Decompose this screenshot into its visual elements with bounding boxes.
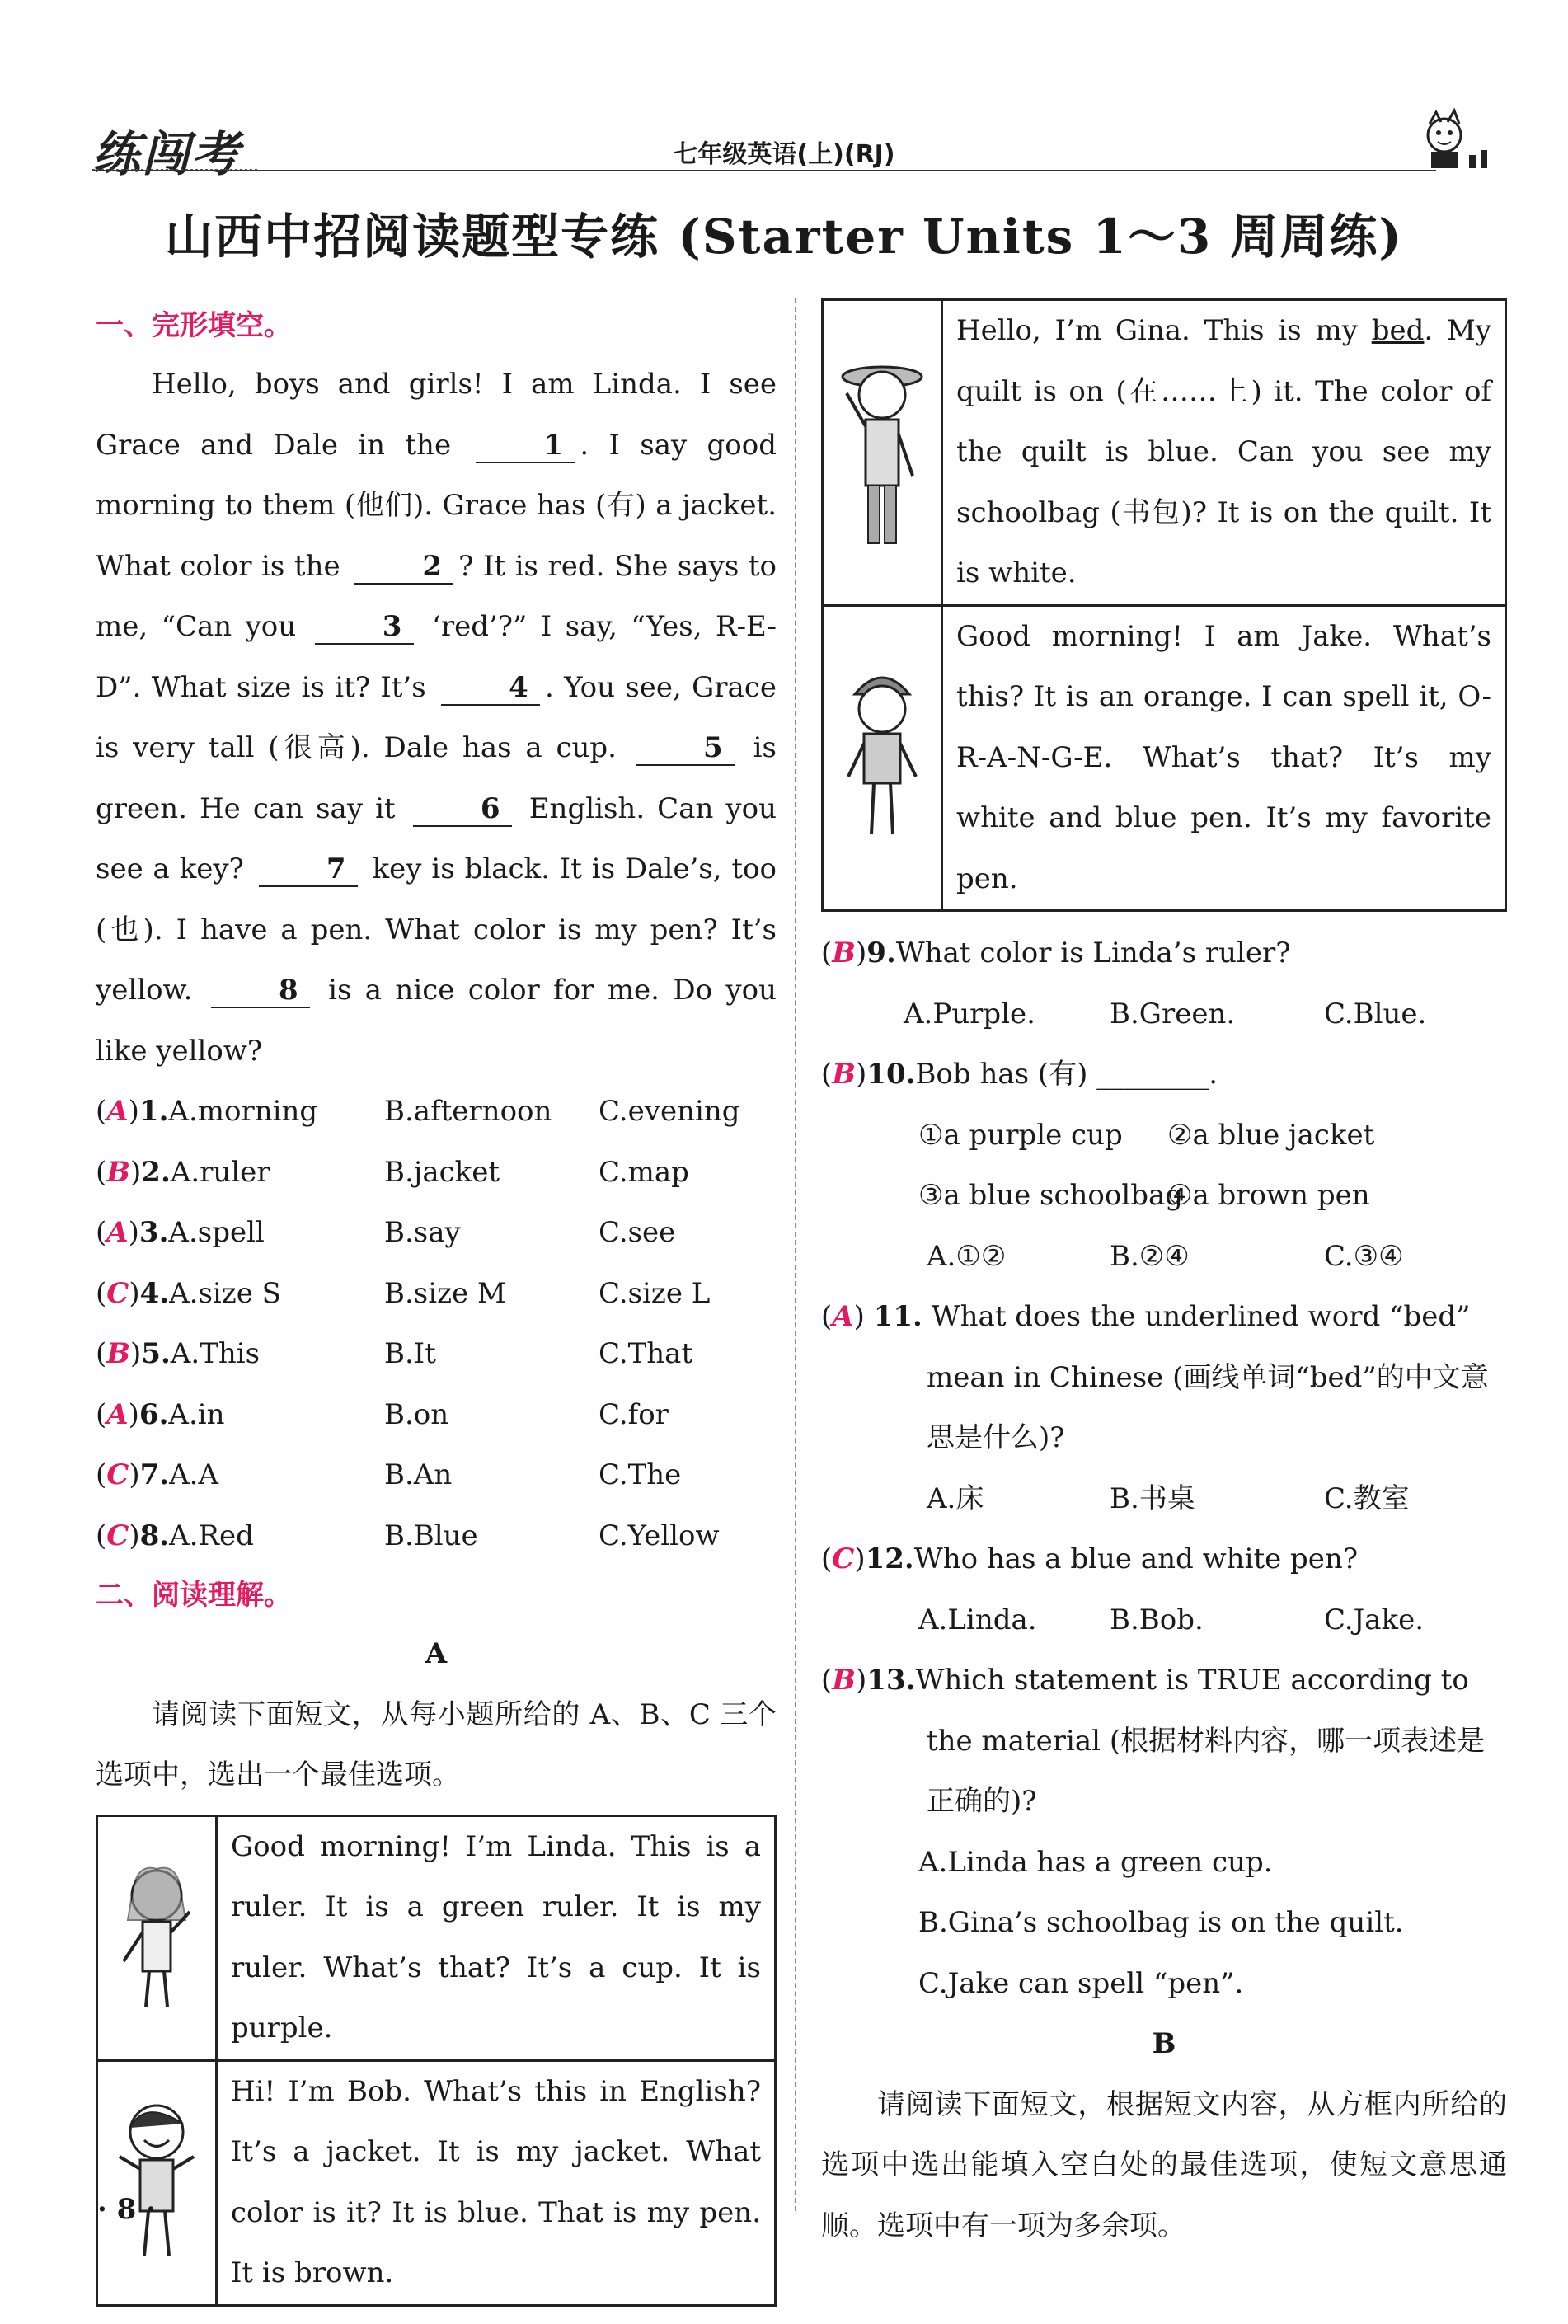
- header-rule: [92, 170, 1436, 171]
- question-12-options: [821, 1590, 1507, 1651]
- linda-text: Good morning! I’m Linda. This is a ruler. It is a green ruler. It is my ruler. What’s that? It’s a cup. It is purple.: [217, 1815, 776, 2060]
- cloze-question: (C)7.A.A B.An C.The: [96, 1445, 777, 1506]
- cloze-question: (A)1.A.morning B.afternoon C.evening: [96, 1082, 777, 1143]
- option-a[interactable]: A.床: [927, 1481, 984, 1515]
- option-a[interactable]: A.Linda has a green cup.: [918, 1845, 1273, 1879]
- item-4: ④a brown pen: [1167, 1179, 1370, 1212]
- item-2: ②a blue jacket: [1167, 1118, 1375, 1152]
- cloze-question: (C)4.A.size S B.size M C.size L: [96, 1264, 777, 1325]
- answer: C: [106, 1458, 129, 1491]
- column-divider: [795, 298, 796, 2211]
- option-c[interactable]: C.evening: [599, 1095, 740, 1128]
- part-b-instruction: 请阅读下面短文，根据短文内容，从方框内所给的选项中选出能填入空白处的最佳选项，使短文意思通顺。选项中有一项为多余项。: [821, 2087, 1507, 2242]
- question-10: (B)10.Bob has (有) ________.: [821, 1058, 1218, 1091]
- option-a[interactable]: A.①②: [927, 1239, 1007, 1273]
- blank-8[interactable]: 8: [211, 974, 310, 1008]
- gina-text-pre: Hello, I’m Gina. This is my: [956, 314, 1372, 347]
- blank-7[interactable]: 7: [259, 852, 358, 887]
- option-c[interactable]: C.教室: [1324, 1481, 1410, 1515]
- answer: A: [106, 1216, 129, 1249]
- section2-heading: 二、阅读理解。: [96, 1579, 292, 1612]
- option-a[interactable]: A.A: [169, 1458, 219, 1491]
- option-b[interactable]: B.Green.: [1110, 997, 1236, 1031]
- bob-text: Hi! I’m Bob. What’s this in English? It’s a jacket. It is my jacket. What color is it? It is blue. That is my pen. It is brown.: [217, 2060, 776, 2305]
- question-10-items-row1: [821, 1106, 1507, 1167]
- cloze-question: (A)6.A.in B.on C.for: [96, 1385, 777, 1446]
- passage-text: ‘red’?” I say, “Yes, R-E-D”. What size is it? It’s: [96, 610, 777, 704]
- blank-4[interactable]: 4: [441, 671, 540, 706]
- option-c[interactable]: C.The: [599, 1458, 682, 1491]
- question-number: 1.: [138, 1095, 169, 1128]
- passage-text: is green. He can say it: [96, 731, 777, 825]
- option-a[interactable]: A.spell: [168, 1216, 265, 1249]
- gina-text: [942, 300, 1506, 606]
- qnum-9: 9.: [866, 937, 896, 970]
- question-number: 4.: [139, 1276, 170, 1310]
- gina-picture: [823, 300, 942, 606]
- right-column: [821, 298, 1507, 2256]
- part-b-label: B: [1152, 2027, 1176, 2060]
- answer: B: [106, 1337, 131, 1370]
- cloze-question-list: [96, 1082, 777, 1566]
- question-9: (B)9.What color is Linda’s ruler?: [821, 937, 1291, 970]
- section1-heading: 一、完形填空。: [96, 309, 292, 342]
- option-c[interactable]: C.see: [599, 1216, 676, 1249]
- question-13: (B)13.Which statement is TRUE according to the material (根据材料内容，哪一项表述是正确的)?: [821, 1664, 1486, 1818]
- question-13-text: Which statement is TRUE according to the material (根据材料内容，哪一项表述是正确的)?: [915, 1664, 1486, 1818]
- option-a[interactable]: A.morning: [168, 1095, 318, 1128]
- jake-picture: [823, 605, 942, 911]
- qnum-10: 10.: [866, 1058, 916, 1091]
- item-3: ③a blue schoolbag: [918, 1179, 1184, 1212]
- option-a[interactable]: A.Purple.: [904, 997, 1035, 1031]
- passage-text: key is black. It is Dale’s, too (也). I have a pen. What color is my pen? It’s yellow.: [96, 852, 777, 1007]
- question-12: (C)12.Who has a blue and white pen?: [821, 1542, 1359, 1575]
- question-11-options: [821, 1469, 1507, 1530]
- answer-11: A: [832, 1300, 854, 1333]
- option-b[interactable]: B.Bob.: [1110, 1603, 1204, 1636]
- answer: B: [106, 1155, 131, 1189]
- cloze-question: (C)8.A.Red B.Blue C.Yellow: [96, 1506, 777, 1567]
- option-c[interactable]: C.Jake.: [1324, 1603, 1425, 1636]
- boy-figure-icon: [111, 2091, 202, 2272]
- question-number: 8.: [139, 1519, 170, 1552]
- answer-10: B: [832, 1058, 857, 1091]
- option-c[interactable]: C.③④: [1324, 1239, 1404, 1273]
- option-c[interactable]: C.Jake can spell “pen”.: [918, 1966, 1244, 2000]
- option-c[interactable]: C.for: [599, 1397, 669, 1431]
- answer: A: [106, 1397, 129, 1431]
- reading-box-right: [821, 298, 1507, 912]
- part-a-instruction: 请阅读下面短文，从每小题所给的 A、B、C 三个选项中，选出一个最佳选项。: [96, 1697, 777, 1791]
- girl-figure-icon: [111, 1854, 202, 2019]
- question-11-text: What does the underlined word “bed” mean in Chinese (画线单词“bed”的中文意思是什么)?: [927, 1300, 1489, 1454]
- logo: 练闯考: [92, 126, 242, 182]
- question-9-options: [821, 984, 1507, 1045]
- question-9-text: What color is Linda’s ruler?: [895, 937, 1291, 970]
- gina-text-post: . My quilt is on (在……上) it. The color of the quilt is blue. Can you see my schoolbag (书包)? It is on the quilt. It is white.: [956, 314, 1491, 589]
- cloze-question: (B)2.A.ruler B.jacket C.map: [96, 1143, 777, 1204]
- passage-text: English. Can you see a key?: [96, 791, 777, 885]
- answer: C: [106, 1276, 129, 1310]
- question-11: (A) 11. What does the underlined word “bed” mean in Chinese (画线单词“bed”的中文意思是什么)?: [821, 1300, 1489, 1454]
- option-b[interactable]: B.on: [384, 1397, 449, 1431]
- cloze-question: (B)5.A.This B.It C.That: [96, 1324, 777, 1385]
- mascot-icon: [1411, 106, 1494, 171]
- question-number: 2.: [141, 1155, 171, 1189]
- option-a[interactable]: A.ruler: [170, 1155, 270, 1189]
- page-title: 山西中招阅读题型专练 (Starter Units 1～3 周周练): [165, 209, 1403, 265]
- bob-picture: [97, 2060, 217, 2305]
- question-number: 7.: [139, 1458, 170, 1491]
- passage-text: is a nice color for me. Do you like yellow?: [96, 974, 777, 1068]
- qnum-11: 11.: [873, 1300, 922, 1333]
- option-a[interactable]: A.size S: [169, 1276, 281, 1310]
- option-a[interactable]: A.Red: [169, 1519, 254, 1552]
- box-row-linda: [97, 1815, 776, 2060]
- header-subtitle: 七年级英语(上)(RJ): [673, 140, 895, 169]
- option-b[interactable]: B.Blue: [384, 1519, 478, 1552]
- box-row-jake: [823, 605, 1506, 911]
- option-b[interactable]: B.say: [384, 1216, 461, 1249]
- question-13-option-a-row: [821, 1833, 1507, 1894]
- box-row-bob: [97, 2060, 776, 2305]
- passage-text: ? It is red. She says to me, “Can you: [96, 549, 777, 643]
- question-10-items-row2: [821, 1166, 1507, 1227]
- option-b[interactable]: B.书桌: [1110, 1481, 1195, 1515]
- option-a[interactable]: A.This: [170, 1337, 261, 1370]
- boy-cap-figure-icon: [837, 661, 927, 851]
- option-c[interactable]: C.Blue.: [1324, 997, 1427, 1031]
- question-10-options: [821, 1227, 1507, 1288]
- answer-12: C: [832, 1542, 855, 1575]
- page-number: · 8 ·: [97, 2193, 157, 2226]
- part-a-label: A: [425, 1637, 448, 1670]
- question-number: 6.: [138, 1397, 169, 1431]
- option-b[interactable]: B.afternoon: [384, 1095, 552, 1128]
- option-b[interactable]: B.size M: [384, 1276, 506, 1310]
- answer: C: [106, 1519, 129, 1552]
- blank-1[interactable]: 1: [476, 429, 575, 463]
- answer-9: B: [832, 937, 857, 970]
- option-b[interactable]: B.②④: [1110, 1239, 1190, 1273]
- qnum-12: 12.: [865, 1542, 914, 1575]
- option-c[interactable]: C.map: [599, 1155, 689, 1189]
- question-13-option-c-row: [821, 1954, 1507, 2015]
- girl-hat-figure-icon: [837, 344, 927, 558]
- cloze-question: (A)3.A.spell B.say C.see: [96, 1203, 777, 1264]
- item-1: ①a purple cup: [918, 1118, 1123, 1152]
- option-b[interactable]: B.An: [384, 1458, 453, 1491]
- qnum-13: 13.: [866, 1664, 916, 1697]
- blank-3[interactable]: 3: [315, 610, 414, 645]
- blank-5[interactable]: 5: [636, 731, 735, 766]
- reading-box-left: [96, 1815, 777, 2307]
- underlined-word-bed: bed: [1371, 314, 1425, 347]
- option-b[interactable]: B.Gina’s schoolbag is on the quilt.: [918, 1906, 1404, 1939]
- option-c[interactable]: C.Yellow: [599, 1519, 720, 1552]
- linda-picture: [97, 1815, 217, 2060]
- option-b[interactable]: B.jacket: [384, 1155, 500, 1189]
- box-row-gina: [823, 300, 1506, 606]
- passage-text: Hello, boys and girls! I am Linda. I see Grace and Dale in the: [96, 368, 777, 462]
- answer-13: B: [832, 1664, 857, 1697]
- blank-6[interactable]: 6: [413, 792, 512, 827]
- passage-text: . I say good morning to them (他们). Grace has (有) a jacket. What color is the: [96, 428, 777, 583]
- question-number: 3.: [138, 1216, 169, 1249]
- question-13-option-b-row: [821, 1893, 1507, 1954]
- cloze-passage: [96, 354, 777, 1082]
- option-c[interactable]: C.That: [599, 1337, 693, 1370]
- question-number: 5.: [141, 1337, 171, 1370]
- answer: A: [106, 1095, 129, 1128]
- question-12-text: Who has a blue and white pen?: [913, 1542, 1359, 1575]
- option-a[interactable]: A.Linda.: [918, 1603, 1037, 1636]
- jake-text: Good morning! I am Jake. What’s this? It is an orange. I can spell it, O-R-A-N-G-E. What’s that? It’s my white and blue pen. It’s my favorite pen.: [942, 605, 1506, 911]
- left-column: [96, 297, 777, 2307]
- option-c[interactable]: C.size L: [599, 1276, 711, 1310]
- passage-text: . You see, Grace is very tall (很高). Dale has a cup.: [96, 670, 777, 764]
- option-a[interactable]: A.in: [168, 1397, 225, 1431]
- question-10-text: Bob has (有) ________.: [915, 1058, 1218, 1091]
- blank-2[interactable]: 2: [354, 550, 453, 585]
- option-b[interactable]: B.It: [384, 1337, 436, 1370]
